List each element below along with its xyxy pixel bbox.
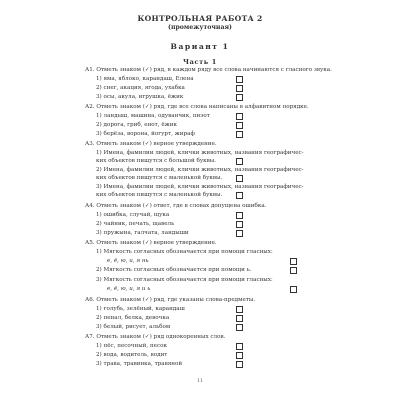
question-a4 [85,203,266,209]
option-a2-2: 2) дорога, гриб, енот, ёжик [96,122,178,128]
option-a3-1a: 1) Имена, фамилии людей, клички животных, названия географичес- [96,150,304,156]
worksheet-subtitle: (промежуточная) [168,24,232,31]
option-a6-2: 2) пенал, белка, девочка [96,315,170,321]
checkbox-a5-3[interactable] [290,286,297,293]
option-a1-2: 2) снег, акация, ягода, ухабка [96,85,185,91]
question-text: Отметь знаком (✓) ряд, в каждом ряду все слова начинаются с гласного звука. [96,67,332,73]
option-a5-3-sub: е, ё, ю, и, я и ь [107,286,151,292]
checkbox-a4-3[interactable] [236,230,243,237]
checkbox-a4-2[interactable] [236,221,243,228]
option-a5-1: 1) Мягкость согласных обозначается при помощи гласных: [96,249,273,255]
option-a5-3: 3) Мягкость согласных обозначается при помощи гласных: [96,277,273,283]
checkbox-a7-1[interactable] [236,343,243,350]
question-text: Отметь знаком (✓) верное утверждение. [96,141,217,147]
option-a4-2: 2) чайник, печать, щавель [96,221,175,227]
variant-label: Вариант 1 [170,42,230,51]
option-a2-1: 1) ландыш, машина, одуванчик, пиэот [96,113,210,119]
option-a6-3: 3) белый, рисует, альбом [96,324,171,330]
checkbox-a6-1[interactable] [236,306,243,313]
question-number: А1. [85,67,95,73]
option-a4-3: 3) пружына, галчата, ландыши [96,230,189,236]
checkbox-a7-3[interactable] [236,361,243,368]
option-a7-3: 3) трава, травинка, травяной [96,361,183,367]
checkbox-a1-2[interactable] [236,85,243,92]
question-number: А3. [85,141,95,147]
checkbox-a5-2[interactable] [290,267,297,274]
page-number: 11 [196,378,204,384]
option-a6-1: 1) голубь, зелёный, карандаш [96,306,185,312]
checkbox-a3-1[interactable] [236,158,243,165]
checkbox-a1-1[interactable] [236,76,243,83]
part-label: Часть 1 [183,58,217,66]
question-a3 [85,141,217,147]
question-a2 [85,104,309,110]
option-a7-2: 2) вода, водитель, водит [96,352,168,358]
checkbox-a2-2[interactable] [236,122,243,129]
checkbox-a2-1[interactable] [236,113,243,120]
question-text: Отметь знаком (✓) ряд, где все слова написаны в алфавитном порядке. [96,104,309,110]
option-a7-1: 1) пёс, песочный, песок [96,343,167,349]
option-a1-1: 1) яма, яблоко, карандаш, Елена [96,76,194,82]
option-a4-1: 1) ошибка, случай, щука [96,212,170,218]
option-a5-1-sub: е, ё, ю, и, я нь [107,258,149,264]
option-a3-3a: 3) Имена, фамилии людей, клички животных, названия географичес- [96,184,304,190]
checkbox-a3-3[interactable] [236,192,243,199]
question-number: А4. [85,203,95,209]
checkbox-a1-3[interactable] [236,94,243,101]
checkbox-a4-1[interactable] [236,212,243,219]
question-a5 [85,240,217,246]
checkbox-a6-3[interactable] [236,324,243,331]
question-number: А7. [85,334,95,340]
question-a6 [85,297,255,303]
question-a7 [85,334,225,340]
checkbox-a3-2[interactable] [236,175,243,182]
option-a3-1b: ких объектов пишутся с большой буквы. [96,158,216,164]
option-a3-3b: ких объектов пишутся с маленькой буквы. [96,192,223,198]
option-a2-3: 3) берёза, ворона, йогурт, жираф [96,131,195,137]
checkbox-a2-3[interactable] [236,131,243,138]
checkbox-a6-2[interactable] [236,315,243,322]
option-a3-2a: 2) Имена, фамилии людей, клички животных, названия географичес- [96,167,304,173]
worksheet-title: КОНТРОЛЬНАЯ РАБОТА 2 [137,14,263,23]
question-number: А2. [85,104,95,110]
question-text: Отметь знаком (✓) ряд, где указаны слова-предметы. [96,297,256,303]
checkbox-a5-1[interactable] [290,258,297,265]
option-a5-2: 2) Мягкость согласных обозначается при помощи ь. [96,267,252,273]
question-number: А5. [85,240,95,246]
question-a1 [85,67,332,73]
question-text: Отметь знаком (✓) ответ, где в словах допущена ошибка. [96,203,267,209]
option-a1-3: 3) осы, акула, игрушка, ёжик [96,94,184,100]
question-text: Отметь знаком (✓) ряд однокоренных слов. [96,334,226,340]
question-number: А6. [85,297,95,303]
option-a3-2b: ких объектов пишутся с маленькой буквы. [96,175,223,181]
checkbox-a7-2[interactable] [236,352,243,359]
question-text: Отметь знаком (✓) верное утверждение. [96,240,217,246]
